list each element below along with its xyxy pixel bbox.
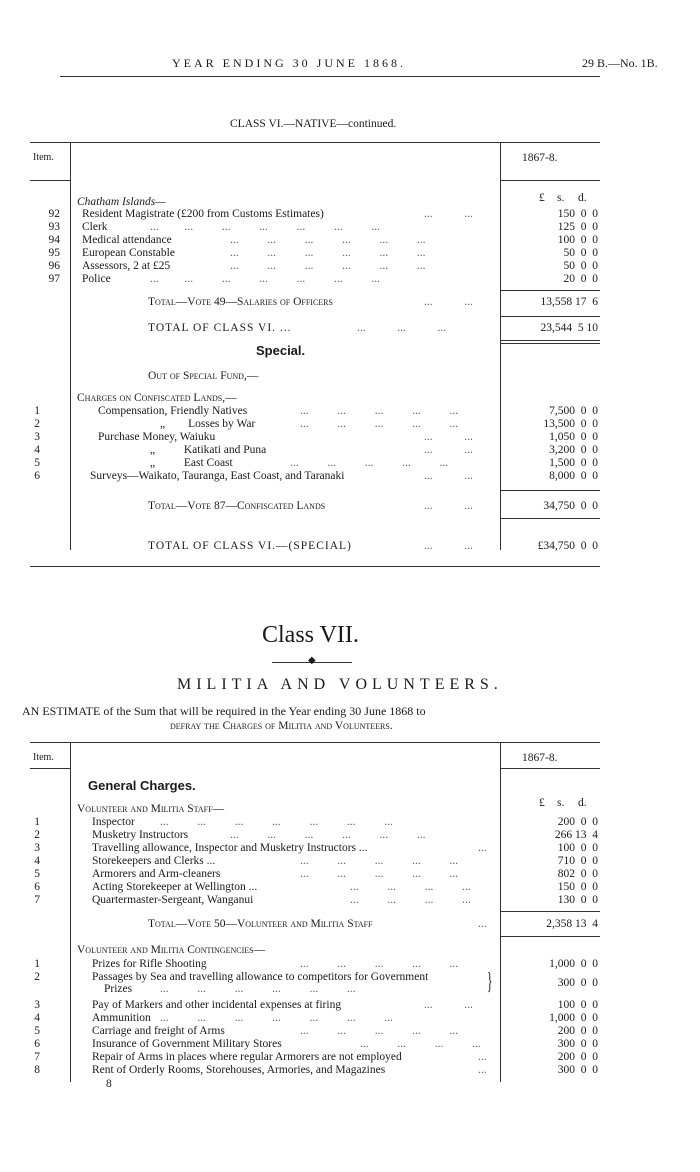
item-text: European Constable — [82, 247, 175, 259]
item-amount: 150 0 0 — [557, 881, 598, 893]
item-number: 5 — [34, 457, 40, 469]
leader-dots: ... ... ... ... ... — [300, 418, 459, 430]
item-text: Quartermaster-Sergeant, Wanganui — [92, 894, 254, 906]
class-total-rule — [500, 316, 600, 317]
item-number: 7 — [34, 1051, 40, 1063]
vote-50-bottom-rule — [500, 936, 600, 937]
item-text: Storekeepers and Clerks ... — [92, 855, 216, 867]
leader-dots: ... ... ... ... ... ... — [230, 829, 426, 841]
item-number: 6 — [34, 470, 40, 482]
table2-top-rule — [30, 742, 600, 743]
item-text: Surveys—Waikato, Tauranga, East Coast, and Taranaki — [90, 470, 345, 482]
leader-dots: ... ... ... ... ... ... ... — [150, 273, 380, 285]
class-vii-title: Class VII. — [262, 622, 359, 648]
item-number: 4 — [34, 444, 40, 456]
table2-year-header: 1867-8. — [522, 752, 558, 764]
item-number: 1 — [34, 816, 40, 828]
currency-pounds: £ — [539, 192, 545, 204]
item-text: Prizes for Rifle Shooting — [92, 958, 207, 970]
diamond-icon: ◆ — [308, 655, 316, 666]
militia-volunteers-subtitle: MILITIA AND VOLUNTEERS. — [177, 676, 503, 693]
table1-header-rule — [30, 180, 70, 181]
leader-dots: ... ... ... ... ... — [290, 457, 449, 469]
item-amount: 50 0 0 — [563, 247, 598, 259]
item-amount: 7,500 0 0 — [549, 405, 598, 417]
item-amount: 266 13 4 — [554, 829, 598, 841]
leader-dots: ... ... ... ... ... ... — [230, 234, 426, 246]
item-number: 3 — [34, 431, 40, 443]
currency-shillings: s. — [557, 192, 565, 204]
table2-item-divider — [70, 742, 71, 1082]
leader-dots: ... ... ... ... ... — [300, 405, 459, 417]
table2-amount-divider — [500, 742, 501, 1082]
table2-header-rule — [30, 768, 70, 769]
general-charges-heading: General Charges. — [88, 778, 196, 793]
item-text: Pay of Markers and other incidental expenses at firing — [92, 999, 342, 1011]
leader-dots: ... ... — [424, 208, 473, 220]
leader-dots: ... ... ... ... ... — [300, 1025, 459, 1037]
item-text: „ Losses by War — [160, 418, 256, 430]
item-text: Resident Magistrate (£200 from Customs Estimates) — [82, 208, 324, 220]
item-amount: 100 0 0 — [557, 234, 598, 246]
leader-dots: ... ... — [424, 296, 473, 308]
item-amount: 150 0 0 — [557, 208, 598, 220]
item-text: „ Katikati and Puna — [150, 444, 267, 456]
item-amount: 20 0 0 — [563, 273, 598, 285]
staff-heading: Volunteer and Militia Staff— — [77, 803, 225, 815]
estimate-line-2: defray the Charges of Militia and Volunteers. — [170, 720, 393, 732]
item-number: 4 — [34, 1012, 40, 1024]
item-text: Acting Storekeeper at Wellington ... — [92, 881, 258, 893]
vote-50-rule — [500, 911, 600, 912]
item-number: 92 — [48, 208, 60, 220]
table1-top-rule — [30, 142, 600, 143]
item-text: Repair of Arms in places where regular Armorers are not employed — [92, 1051, 402, 1063]
item-amount: 3,200 0 0 — [549, 444, 598, 456]
item-number: 8 — [34, 1064, 40, 1076]
vote-50-total-label: Total—Vote 50—Volunteer and Militia Staff — [148, 918, 373, 930]
leader-dots: ... ... — [424, 999, 473, 1011]
leader-dots: ... ... ... ... ... — [300, 868, 459, 880]
item-amount: 130 0 0 — [557, 894, 598, 906]
table2-item-header: Item. — [33, 752, 54, 763]
item-amount: 200 0 0 — [557, 1051, 598, 1063]
table1-amount-divider — [500, 142, 501, 550]
item-number: 6 — [34, 1038, 40, 1050]
leader-dots: ... ... — [424, 540, 473, 552]
item-amount: 1,000 0 0 — [549, 958, 598, 970]
item-amount: 300 0 0 — [557, 977, 598, 989]
item-number: 3 — [34, 842, 40, 854]
item-amount: 1,050 0 0 — [549, 431, 598, 443]
vote-49-total-label: Total—Vote 49—Salaries of Officers — [148, 296, 333, 308]
item-amount: 100 0 0 — [557, 842, 598, 854]
currency-pounds: £ — [539, 797, 545, 809]
item-number: 97 — [48, 273, 60, 285]
item-number: 4 — [34, 855, 40, 867]
section1-bottom-rule — [30, 566, 600, 567]
leader-dots: ... ... — [424, 470, 473, 482]
item-number: 1 — [34, 958, 40, 970]
item-number: 2 — [34, 971, 40, 983]
item-amount: 300 0 0 — [557, 1038, 598, 1050]
vote-87-total-label: Total—Vote 87—Confiscated Lands — [148, 500, 326, 512]
item-text: Compensation, Friendly Natives — [98, 405, 248, 417]
item-amount: 50 0 0 — [563, 260, 598, 272]
vote-49-total-amount: 13,558 17 6 — [540, 296, 598, 308]
item-number: 5 — [34, 868, 40, 880]
vote-87-rule — [500, 490, 600, 491]
item-amount: 802 0 0 — [557, 868, 598, 880]
class-vi-total-amount: 23,544 5 10 — [540, 322, 598, 334]
item-number: 5 — [34, 1025, 40, 1037]
item-amount: 1,000 0 0 — [549, 1012, 598, 1024]
vote-87-total-amount: 34,750 0 0 — [543, 500, 598, 512]
item-number: 96 — [48, 260, 60, 272]
subtotal-rule — [500, 290, 600, 291]
item-number: 95 — [48, 247, 60, 259]
class-total-double-rule — [500, 340, 600, 341]
item-amount: 125 0 0 — [557, 221, 598, 233]
special-total-rule — [500, 518, 600, 519]
item-text: Purchase Money, Waiuku — [98, 431, 216, 443]
header-rule — [60, 76, 600, 77]
item-text: Inspector — [92, 816, 135, 828]
item-number: 93 — [48, 221, 60, 233]
item-amount: 300 0 0 — [557, 1064, 598, 1076]
item-amount: 1,500 0 0 — [549, 457, 598, 469]
leader-dots: ... ... ... ... ... ... — [230, 247, 426, 259]
item-number: 3 — [34, 999, 40, 1011]
item-text: Musketry Instructors — [92, 829, 189, 841]
item-amount: 710 0 0 — [557, 855, 598, 867]
leader-dots: ... ... ... ... ... — [300, 855, 459, 867]
leader-dots: ... — [478, 918, 487, 930]
item-text: Medical attendance — [82, 234, 172, 246]
vote-50-total-amount: 2,358 13 4 — [546, 918, 598, 930]
currency-shillings: s. — [557, 797, 565, 809]
table1-year-header: 1867-8. — [522, 152, 558, 164]
currency-pence: d. — [578, 797, 587, 809]
leader-dots: ... ... ... ... ... ... ... — [160, 816, 393, 828]
item-text: Travelling allowance, Inspector and Musketry Instructors ... — [92, 842, 368, 854]
table1-item-divider — [70, 142, 71, 550]
item-text: Clerk — [82, 221, 108, 233]
item-text-continued: Prizes — [104, 983, 133, 995]
class-total-double-rule-2 — [500, 343, 600, 344]
class-vi-title: CLASS VI.—NATIVE—continued. — [230, 118, 397, 130]
table1-item-header: Item. — [33, 152, 54, 163]
page-reference: 29 B.—No. 1B. — [582, 56, 658, 70]
leader-dots: ... — [478, 842, 487, 854]
page-footer-number: 8 — [106, 1078, 112, 1090]
special-total-label: TOTAL OF CLASS VI.—(SPECIAL) — [148, 540, 352, 552]
special-total-amount: £34,750 0 0 — [537, 540, 598, 552]
special-fund-label: Out of Special Fund,— — [148, 370, 259, 382]
brace-icon: } — [486, 969, 493, 995]
item-text: Rent of Orderly Rooms, Storehouses, Armories, and Magazines — [92, 1064, 386, 1076]
class-vi-total-label: TOTAL OF CLASS VI. ... — [148, 322, 292, 334]
leader-dots: ... ... — [424, 431, 473, 443]
chatham-islands-heading: Chatham Islands— — [77, 196, 166, 208]
item-text: Carriage and freight of Arms — [92, 1025, 225, 1037]
item-text: Police — [82, 273, 111, 285]
leader-dots: ... ... ... ... — [350, 894, 471, 906]
item-text: Armorers and Arm-cleaners — [92, 868, 221, 880]
item-number: 7 — [34, 894, 40, 906]
confiscated-lands-heading: Charges on Confiscated Lands,— — [77, 392, 237, 404]
leader-dots: ... ... ... ... ... — [300, 958, 459, 970]
leader-dots: ... ... ... ... ... ... — [160, 983, 356, 995]
currency-pence: d. — [578, 192, 587, 204]
leader-dots: ... ... ... ... — [360, 1038, 481, 1050]
leader-dots: ... ... ... ... ... ... ... — [150, 221, 380, 233]
item-amount: 13,500 0 0 — [543, 418, 598, 430]
item-text: Ammunition — [92, 1012, 151, 1024]
contingencies-heading: Volunteer and Militia Contingencies— — [77, 944, 266, 956]
leader-dots: ... ... — [424, 500, 473, 512]
leader-dots: ... — [478, 1064, 487, 1076]
leader-dots: ... ... — [424, 444, 473, 456]
leader-dots: ... ... ... — [357, 322, 447, 334]
item-amount: 100 0 0 — [557, 999, 598, 1011]
item-number: 2 — [34, 829, 40, 841]
item-amount: 200 0 0 — [557, 1025, 598, 1037]
page-header-title: YEAR ENDING 30 JUNE 1868. — [172, 56, 406, 70]
estimate-line-1: AN ESTIMATE of the Sum that will be required in the Year ending 30 June 1868 to — [22, 704, 426, 718]
item-text: Passages by Sea and travelling allowance to competitors for Government — [92, 971, 429, 983]
item-text: Assessors, 2 at £25 — [82, 260, 171, 272]
item-number: 94 — [48, 234, 60, 246]
leader-dots: ... ... ... ... ... ... ... — [160, 1012, 393, 1024]
item-text: Insurance of Government Military Stores — [92, 1038, 282, 1050]
leader-dots: ... ... ... ... — [350, 881, 471, 893]
table2-header-rule-right — [500, 768, 600, 769]
special-heading: Special. — [256, 343, 306, 358]
item-number: 1 — [34, 405, 40, 417]
leader-dots: ... — [478, 1051, 487, 1063]
item-number: 6 — [34, 881, 40, 893]
leader-dots: ... ... ... ... ... ... — [230, 260, 426, 272]
item-amount: 200 0 0 — [557, 816, 598, 828]
item-text: „ East Coast — [150, 457, 233, 469]
item-amount: 8,000 0 0 — [549, 470, 598, 482]
table1-header-rule-right — [500, 180, 600, 181]
item-number: 2 — [34, 418, 40, 430]
